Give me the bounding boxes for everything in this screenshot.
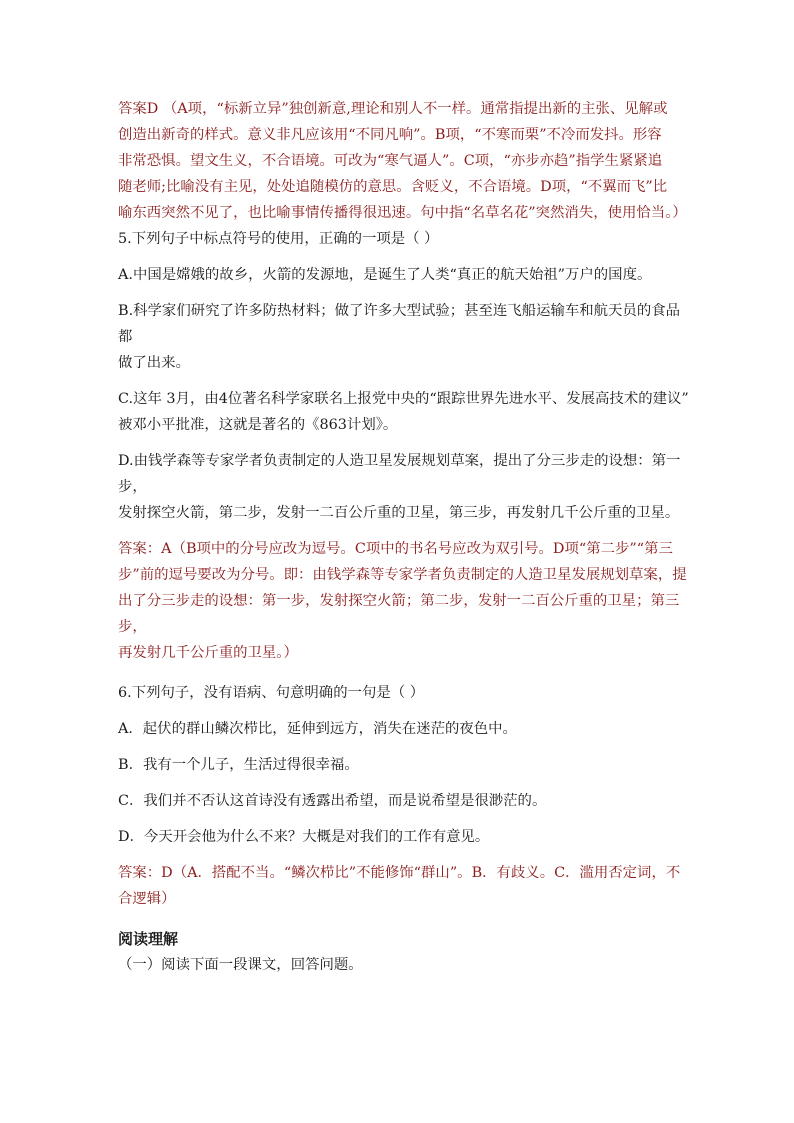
question-6-option-d: D．今天开会他为什么不来？大概是对我们的工作有意见。 bbox=[118, 829, 490, 845]
question-5-option-a: A.中国是嫦娥的故乡，火箭的发源地，是诞生了人类“真正的航天始祖”万户的国度。 bbox=[118, 267, 652, 283]
section-intro: （一）阅读下面一段课文，回答问题。 bbox=[118, 957, 363, 973]
question-5-option-c: C.这年 3月，由4位著名科学家联名上报党中央的“跟踪世界先进水平、发展高技术的建议” 被邓小平批准，这就是著名的《863计划》。 bbox=[118, 391, 689, 433]
question-5-answer: 答案：A（B项中的分号应改为逗号。C项中的书名号应改为双引号。D项“第二步”“第三 步”前的逗号要改为分号。即：由钱学森等专家学者负责制定的人造卫星发展规划草案，提 出了分三步走的设想：第一步，发射探空火箭；第二步，发射一二百公斤重的卫星；第三步， 再发射几千公斤重的卫星。） bbox=[118, 541, 687, 661]
question-5-stem: 5.下列句子中标点符号的使用，正确的一项是（ ） bbox=[118, 231, 439, 247]
answer-4-line: 创造出新奇的样式。意义非凡应该用“不同凡响”。B项，“不寒而栗”不冷而发抖。形容 bbox=[118, 127, 662, 143]
answer-4-line: 非常恐惧。望文生义，不合语境。可改为“寒气逼人”。C项，“亦步亦趋”指学生紧紧追 bbox=[118, 153, 663, 169]
answer-4-line: 答案D （A项，“标新立异”独创新意,理论和别人不一样。通常指提出新的主张、见解或 bbox=[118, 101, 668, 117]
answer-4-line: 喻东西突然不见了，也比喻事情传播得很迅速。句中指“名草名花”突然消失，使用恰当。） bbox=[118, 205, 687, 221]
question-5-option-b: B.科学家们研究了许多防热材料；做了许多大型试验；甚至连飞船运输车和航天员的食品都 做了出来。 bbox=[118, 303, 680, 371]
question-6-option-b: B．我有一个儿子，生活过得很幸福。 bbox=[118, 757, 359, 773]
question-6-option-a: A．起伏的群山鳞次栉比，延伸到远方，消失在迷茫的夜色中。 bbox=[118, 721, 517, 737]
question-5-option-d: D.由钱学森等专家学者负责制定的人造卫星发展规划草案，提出了分三步走的设想：第一步， 发射探空火箭，第二步，发射一二百公斤重的卫星，第三步，再发射几千公斤重的卫星。 bbox=[118, 453, 681, 521]
question-6-stem: 6.下列句子，没有语病、句意明确的一句是（ ） bbox=[118, 685, 425, 701]
document-page bbox=[118, 96, 690, 978]
question-6-option-c: C．我们并不否认这首诗没有透露出希望，而是说希望是很渺茫的。 bbox=[118, 793, 547, 809]
section-heading: 阅读理解 bbox=[118, 930, 179, 948]
answer-4-line: 随老师;比喻没有主见，处处追随模仿的意思。含贬义，不合语境。D项，“不翼而飞”比 bbox=[118, 179, 668, 195]
answer-4-block bbox=[118, 96, 690, 226]
question-6-answer: 答案：D（A．搭配不当。“鳞次栉比”不能修饰“群山”。B．有歧义。C．滥用否定词，不 合逻辑） bbox=[118, 865, 681, 907]
